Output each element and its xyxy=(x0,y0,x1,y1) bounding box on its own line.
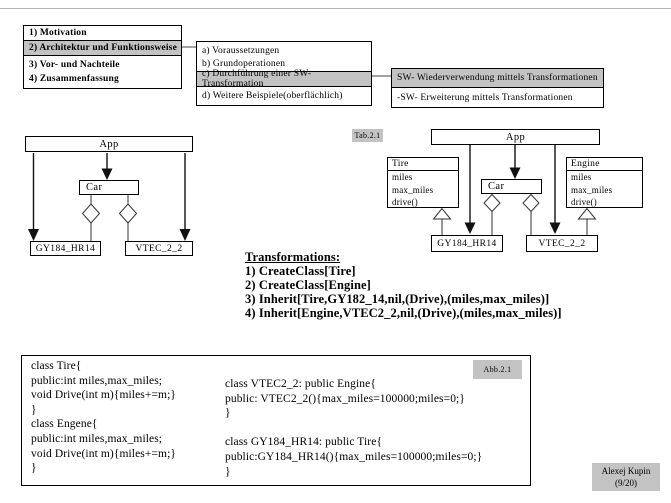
author-name: Alexej Kupin xyxy=(601,466,651,476)
arrowhead-app-to-vtec xyxy=(550,223,561,235)
code-line: public:int miles,max_miles; xyxy=(31,374,163,387)
code-line: public:GY184_HR14(){max_miles=100000;miles=0;} xyxy=(225,450,483,463)
before-class-box-vtec-2-2: VTEC_2_2 xyxy=(125,241,193,256)
submenu-item-weitere-beispiele: d) Weitere Beispiele(oberflächlich) xyxy=(197,86,371,105)
engine-class-name: Engine xyxy=(567,158,642,171)
after-class-box-car: Car xyxy=(481,179,542,194)
tire-attr-miles: miles xyxy=(392,172,413,182)
after-inheritance xyxy=(434,209,596,236)
after-class-box-tire xyxy=(387,157,459,208)
table-ref-badge: Tab.2.1 xyxy=(352,129,383,142)
transformation-step-3: 3) Inherit[Tire,GY182_14,nil,(Drive),(miles,max_miles)] xyxy=(245,292,550,306)
agenda-item-motivation: 1) Motivation xyxy=(29,28,87,38)
arrowhead-app-to-gy184 xyxy=(465,223,476,235)
code-line: void Drive(int m){miles+=m;} xyxy=(31,447,176,460)
code-listing-box xyxy=(21,355,531,486)
code-line: } xyxy=(225,407,231,420)
code-line: public:int miles,max_miles; xyxy=(31,432,163,445)
before-aggregations xyxy=(83,195,137,241)
inheritance-triangle-tire xyxy=(434,209,451,220)
after-aggregations xyxy=(484,195,539,236)
transformation-step-2: 2) CreateClass[Engine] xyxy=(245,278,371,292)
transformations-title: Transformations: xyxy=(245,250,341,264)
code-line: } xyxy=(31,403,37,416)
after-class-box-app: App xyxy=(431,129,600,145)
figure-ref-badge: Abb.2.1 xyxy=(473,360,522,379)
aggregation-diamond-car-gy184 xyxy=(83,204,100,223)
code-line: class VTEC2_2: public Engine{ xyxy=(225,378,376,390)
transformations-block xyxy=(245,250,562,320)
arrowhead-app-to-gy184 xyxy=(28,229,39,241)
arrowhead-app-to-car xyxy=(510,168,521,180)
submenu-item-grundoperationen: b) Grundoperationen xyxy=(202,58,286,69)
topic-item-wiederverwendung-active: SW- Wiederverwendung mittels Transformationen xyxy=(392,69,603,87)
aggregation-diamond-car-vtec xyxy=(523,195,539,212)
after-class-box-engine xyxy=(566,157,643,208)
agenda-item-zusammenfassung: 4) Zusammenfassung xyxy=(29,74,119,84)
tire-class-name: Tire xyxy=(388,158,458,171)
submenu-item-voraussetzungen: a) Voraussetzungen xyxy=(202,45,280,56)
after-class-box-gy184-hr14: GY184_HR14 xyxy=(431,235,503,252)
engine-attr-miles: miles xyxy=(571,172,592,182)
after-class-box-vtec-2-2: VTEC_2_2 xyxy=(526,235,598,252)
code-line xyxy=(225,421,482,436)
agenda-menu xyxy=(23,25,182,89)
page-number: (9/20) xyxy=(615,478,637,488)
before-class-box-gy184-hr14: GY184_HR14 xyxy=(30,241,101,256)
code-line: } xyxy=(225,465,231,478)
submenu-item-durchfuehrung-active: c) Durchführung einer SW-Transformation xyxy=(197,71,371,86)
before-class-box-car: Car xyxy=(79,180,139,195)
code-line: void Drive(int m){miles+=m;} xyxy=(31,389,176,402)
code-column-left xyxy=(31,359,176,476)
author-badge xyxy=(592,463,660,491)
arrowhead-app-to-car xyxy=(102,169,113,181)
tire-method-drive: drive() xyxy=(392,197,418,208)
code-line: class Tire{ xyxy=(31,360,82,372)
submenu xyxy=(196,41,372,106)
inheritance-triangle-engine xyxy=(579,209,596,220)
code-column-right xyxy=(225,377,482,479)
code-line: public: VTEC2_2(){max_miles=100000;miles=0;} xyxy=(225,392,465,405)
before-class-box-app: App xyxy=(25,136,193,152)
topic-box xyxy=(391,68,604,108)
aggregation-diamond-car-gy184 xyxy=(484,195,500,212)
before-arrows xyxy=(28,153,191,241)
transformation-step-4: 4) Inherit[Engine,VTEC2_2,nil,(Drive),(miles,max_miles)] xyxy=(245,306,562,320)
engine-attr-max-miles: max_miles xyxy=(571,184,613,195)
slide-top-rule xyxy=(0,8,671,9)
code-line: class GY184_HR14: public Tire{ xyxy=(225,436,383,449)
transformation-step-1: 1) CreateClass[Tire] xyxy=(245,264,356,278)
aggregation-diamond-car-vtec xyxy=(120,204,137,223)
agenda-item-architektur-active: 2) Architektur und Funktionsweise xyxy=(24,40,181,55)
agenda-item-vor-nachteile: 3) Vor- und Nachteile xyxy=(29,60,120,70)
engine-method-drive: drive() xyxy=(571,197,597,208)
code-line: } xyxy=(31,462,37,475)
arrowhead-app-to-vtec xyxy=(180,229,191,241)
code-line: class Engene{ xyxy=(31,418,98,431)
tire-attr-max-miles: max_miles xyxy=(392,184,434,195)
topic-item-erweiterung: -SW- Erweiterung mittels Transformationen xyxy=(392,87,603,107)
